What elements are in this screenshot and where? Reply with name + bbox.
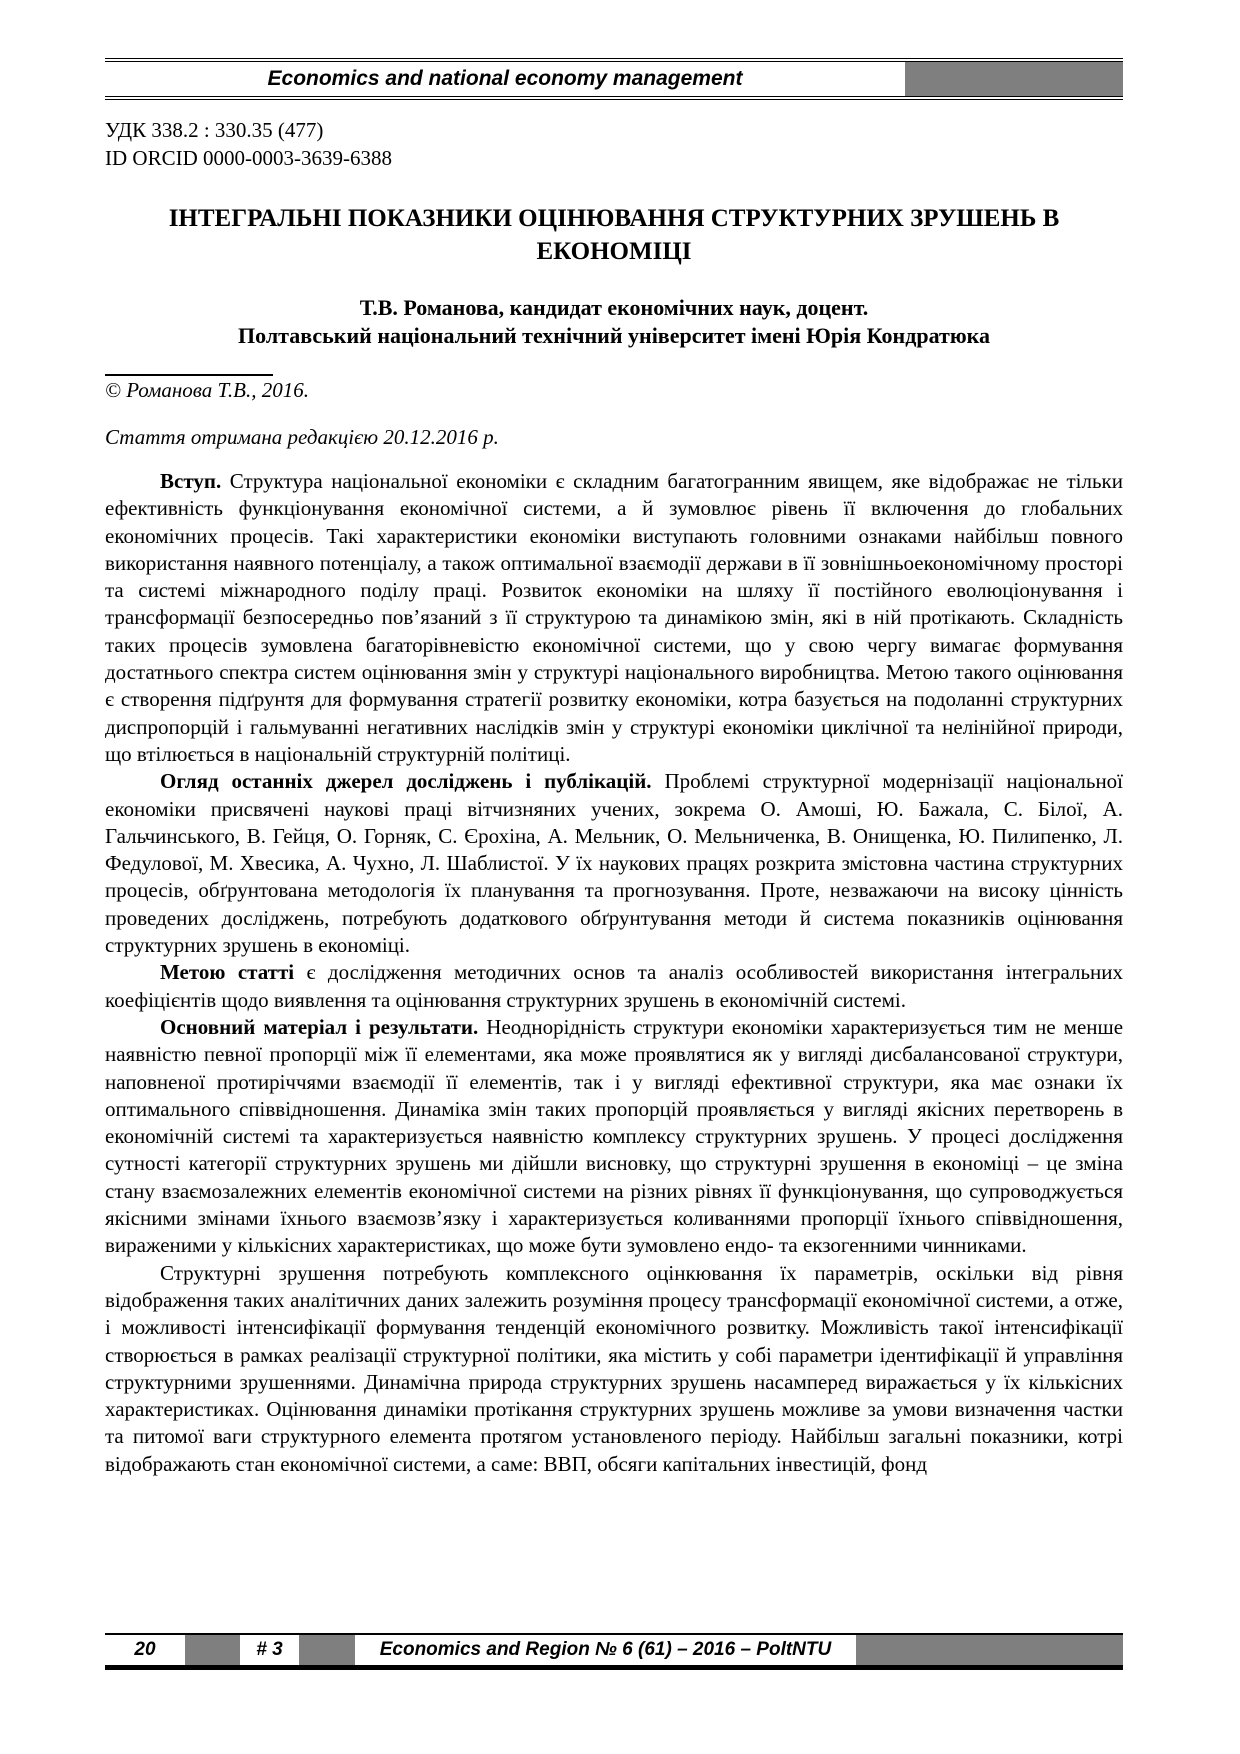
udc-line: УДК 338.2 : 330.35 (477) [105, 118, 324, 142]
received-date-line: Стаття отримана редакцією 20.12.2016 р. [105, 425, 499, 449]
paragraph-main-material [105, 1014, 1123, 1260]
affiliation-line: Полтавський національний технічний університет імені Юрія Кондратюка [238, 323, 990, 348]
paragraph-text: Проблемі структурної модернізації національної економіки присвячені наукові праці вітчизняних учених, зокрема О. Амоші, Ю. Бажала, С. Білої, А. Гальчинського, В. Гейця, О. Горняк, С. Єрохіна, А. Мельник, О. Мельниченка, В. Онищенка, Ю. Пилипенко, Л. Федулової, М. Хвесика, А. Чухно, Л. Шаблистої. У їх наукових працях розкрита змістовна частина структурних процесів, обґрунтована методологія їх планування та прогнозування. Проте, незважаючи на високу цінність проведених досліджень, потребують додаткового обґрунтування методи й система показників оцінювання структурних зрушень в економіці. [105, 769, 1124, 958]
footer-gray-spacer [185, 1635, 240, 1665]
running-head [105, 58, 1123, 100]
footer-page-number: 20 [134, 1639, 156, 1660]
paragraph-text: Структура національної економіки є складним багатогранним явищем, яке відображає не тільки ефективність функціонування економічної системи, а й зумовлює рівень її включення до глобальних економічних процесів. Такі характеристики економіки виступають головними ознаками найбільш повного використання наявного потенціалу, а також оптимальної взаємодії держави в її зовнішньоекономічному просторі та системі міжнародного поділу праці. Розвиток економіки на шляху її постійного еволюціонування і трансформації безпосередньо пов’язаний з її структурою та динамікою змін, які в ній протікають. Складність таких процесів зумовлена багаторівневістю економічної системи, що у свою чергу вимагає формування достатнього спектра систем оцінювання змін у структурі національного виробництва. Метою такого оцінювання є створення підґрунтя для формування стратегії розвитку економіки, котра базується на подоланні структурних диспропорцій і гальмуванні негативних наслідків змін у структурі економіки циклічної та нелінійної природи, що втілюється в національній структурній політиці. [105, 469, 1123, 766]
author-line: Т.В. Романова, кандидат економічних наук, доцент. [359, 295, 869, 320]
paragraph-lead: Основний матеріал і результати. [160, 1014, 479, 1039]
paragraph-lead: Огляд останніх джерел досліджень і публікацій. [160, 769, 652, 794]
article-meta [105, 116, 1123, 172]
paragraph-text: є дослідження методичних основ та аналіз особливостей використання інтегральних коефіцієнтів щодо виявлення та оцінювання структурних зрушень в економічній системі. [105, 960, 1124, 1012]
footer-journal-title: Economics and Region № 6 (61) – 2016 – PoltNTU [379, 1639, 832, 1660]
paragraph-text: Структурні зрушення потребують комплексного оцінкювання їх параметрів, оскільки від рівня відображення таких аналітичних даних залежить розуміння процесу трансформації економічної системи, а отже, і можливості інтенсифікації формування тенденцій економічного розвитку. Можливість такої інтенсифікації створюється в рамках реалізації структурної політики, яка містить у собі параметри ідентифікації й управління структурними зрушеннями. Динамічна природа структурних зрушень насамперед виражається у їх кількісних характеристиках. Оцінювання динаміки протікання структурних зрушень можливе за умови визначення частки та питомої ваги структурного елемента протягом установленого періоду. Найбільш загальні показники, котрі відображають стан економічної системи, а саме: ВВП, обсяги капітальних інвестицій, фонд [105, 1260, 1123, 1476]
footer-gray-spacer [856, 1635, 1123, 1665]
running-head-title: Economics and national economy management [105, 62, 905, 96]
running-head-gray-block [905, 62, 1123, 96]
paragraph-goal [105, 959, 1123, 1014]
paragraph-intro [105, 468, 1123, 768]
paragraph-lead: Вступ. [160, 469, 222, 493]
paragraph-structural-shifts [105, 1260, 1123, 1478]
copyright-line: © Романова Т.В., 2016. [105, 378, 309, 402]
paragraph-lead: Метою статті [160, 960, 295, 985]
running-footer [105, 1633, 1123, 1670]
paragraph-text: Неоднорідність структури економіки характеризується тим не менше наявністю певної пропорції між її елементами, яка може проявлятися як у вигляді дисбалансованої структури, наповненої протиріччями взаємодії її елементів, так і у вигляді ефективної структури, яка має ознаки їх оптимального співвідношення. Динаміка змін таких пропорцій проявляється у вигляді якісних перетворень в економічній системі та характеризується наявністю комплексу структурних зрушень. У процесі дослідження сутності категорії структурних зрушень ми дійшли висновку, що структурні зрушення в економіці – це зміна стану взаємозалежних елементів економічної системи на різних рівнях її функціонування, що супроводжується якісними змінами їхнього взаємозв’язку і характеризується коливаннями пропорції їхнього співвідношення, вираженими у кількісних характеристиках, що може бути зумовлено ендо- та екзогенними чинниками. [105, 1014, 1124, 1258]
copyright-rule [105, 374, 273, 376]
article-title: ІНТЕГРАЛЬНІ ПОКАЗНИКИ ОЦІНЮВАННЯ СТРУКТУРНИХ ЗРУШЕНЬ В ЕКОНОМІЦІ [168, 205, 1060, 265]
paragraph-sources-review [105, 768, 1123, 959]
footer-gray-spacer [299, 1635, 355, 1665]
author-block [105, 294, 1123, 350]
footer-issue-number: # 3 [256, 1639, 283, 1660]
article-body [105, 468, 1123, 1478]
orcid-line: ID ORCID 0000-0003-3639-6388 [105, 146, 392, 170]
